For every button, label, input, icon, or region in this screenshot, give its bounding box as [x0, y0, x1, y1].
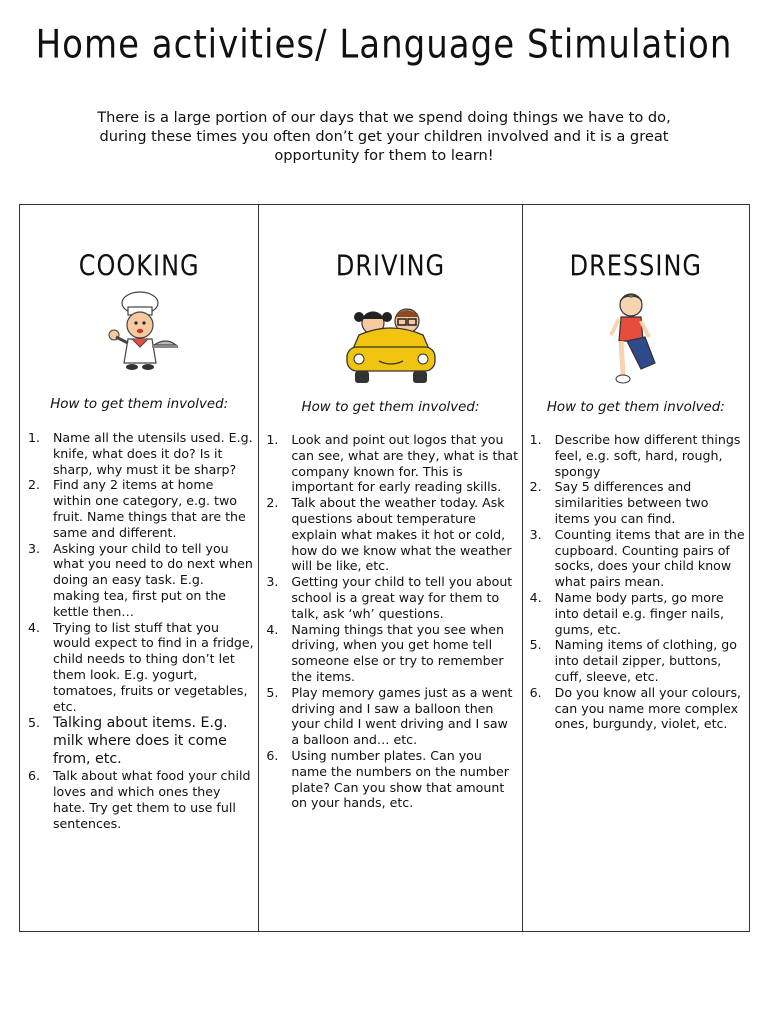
- list-item: 1. Describe how different things feel, e.g. soft, hard, rough, spongy: [529, 432, 741, 479]
- column-cooking: [20, 205, 258, 931]
- list-item: 1. Look and point out logos that you can see, what are they, what is that company known for. This is important for early reading skills.: [266, 432, 519, 495]
- list-item: 2. Say 5 differences and similarities between two items you can find.: [529, 479, 709, 526]
- list-item: 4. Name body parts, go more into detail e.g. finger nails, gums, etc.: [529, 589, 725, 637]
- driving-list: [266, 432, 518, 811]
- list-item: 2. Talk about the weather today. Ask questions about temperature explain what makes it hot or cold, how do we know what the weather will be like, etc.: [266, 495, 512, 574]
- cooking-list: [28, 430, 254, 832]
- column-heading: DRIVING: [335, 249, 446, 283]
- list-item: 3. Counting items that are in the cupboard. Counting pairs of socks, does your child know what pairs mean.: [529, 526, 745, 590]
- car-kids-icon: [341, 299, 441, 389]
- list-item: 6. Using number plates. Can you name the numbers on the number plate? Can you show that amount on your hands, etc.: [266, 747, 509, 811]
- list-item: 6. Talk about what food your child loves and which ones they hate. Try get them to use full sentences.: [28, 768, 251, 831]
- list-item: 4. Trying to list stuff that you would expect to find in a fridge, child needs to thing don’t let them look. E.g. yogurt, tomatoes, fruits or vegetables, etc.: [28, 619, 254, 714]
- list-item: 3. Getting your child to tell you about school is a great way for them to talk, ask ‘wh’ questions.: [266, 574, 513, 621]
- list-item: 5. Naming items of clothing, go into detail zipper, buttons, cuff, sleeve, etc.: [529, 637, 737, 684]
- column-heading: DRESSING: [569, 249, 703, 283]
- list-item: 3. Asking your child to tell you what you need to do next when doing an easy task. E.g. making tea, first put on the kettle then…: [28, 540, 253, 619]
- list-item: 5. Talking about items. E.g. milk where does it come from, etc.: [28, 715, 228, 768]
- list-item: 5. Play memory games just as a went driving and I saw a balloon then your child I went driving and I saw a balloon and… etc.: [266, 684, 513, 748]
- column-dressing: [522, 205, 749, 931]
- list-item: 2. Find any 2 items at home within one category, e.g. two fruit. Name things that are the same and different.: [28, 477, 246, 540]
- dressing-list: [530, 432, 745, 732]
- page-title: Home activities/ Language Stimulation: [35, 22, 733, 68]
- column-heading: COOKING: [78, 249, 200, 283]
- howto-label: How to get them involved:: [301, 400, 480, 415]
- intro-text: There is a large portion of our days that we spend doing things we have to do, during these times you often don’t get your children involved and it is a great opportunity for them to learn!: [97, 109, 671, 164]
- activities-table: [19, 204, 750, 932]
- list-item: 1. Name all the utensils used. E.g. knife, what does it do? Is it sharp, why must it be sharp?: [28, 430, 253, 477]
- chef-icon: [92, 289, 184, 371]
- howto-label: How to get them involved:: [546, 400, 725, 415]
- column-driving: [258, 205, 521, 931]
- howto-label: How to get them involved:: [50, 397, 229, 412]
- list-item: 4. Naming things that you see when driving, when you get home tell someone else or try to remember the items.: [266, 621, 504, 684]
- child-dressing-icon: [605, 289, 665, 385]
- list-item: 6. Do you know all your colours, can you name more complex ones, burgundy, violet, etc.: [529, 684, 742, 732]
